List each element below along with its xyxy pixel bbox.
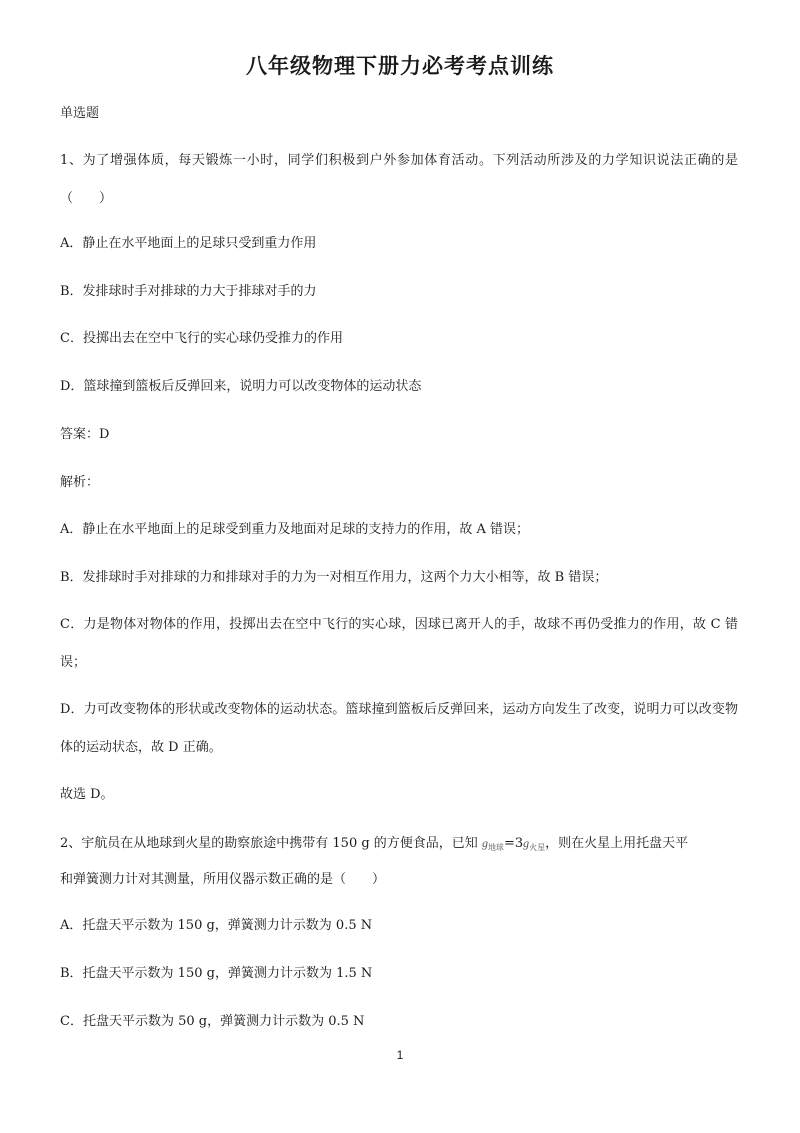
- g-subscript-earth: 地球: [487, 843, 504, 852]
- question-1-analysis-b: B．发排球时手对排球的力和排球对手的力为一对相互作用力，这两个力大小相等，故 B 错误；: [60, 570, 608, 585]
- question-2-option-c: C．托盘天平示数为 50 g，弹簧测力计示数为 0.5 N: [60, 1014, 365, 1029]
- question-2-stem-line1: [60, 829, 738, 862]
- question-1-analysis-label: 解析：: [60, 475, 100, 490]
- question-2-stem-part2: ，则在火星上用托盘天平: [545, 836, 689, 851]
- g-symbol-mars: g: [523, 836, 530, 850]
- question-1-analysis-a: A．静止在水平地面上的足球受到重力及地面对足球的支持力的作用，故 A 错误；: [60, 522, 530, 537]
- question-1-stem: 1、为了增强体质，每天锻炼一小时，同学们积极到户外参加体育活动。下列活动所涉及的力学知识说法正确的是（ ）: [60, 153, 738, 206]
- question-1-answer: 答案：D: [60, 427, 110, 442]
- page-number: 1: [396, 1048, 404, 1062]
- question-1-option-b: B．发排球时手对排球的力大于排球对手的力: [60, 284, 317, 299]
- equals-three: =3: [503, 836, 524, 851]
- document-title: 八年级物理下册力必考考点训练: [246, 53, 554, 78]
- question-2-stem-part1: 2、宇航员在从地球到火星的勘察旅途中携带有 150 g 的方便食品，已知: [60, 836, 482, 851]
- section-label: 单选题: [60, 106, 100, 121]
- question-1-option-c: C．投掷出去在空中飞行的实心球仍受推力的作用: [60, 331, 343, 346]
- question-1-analysis-c: C．力是物体对物体的作用，投掷出去在空中飞行的实心球，因球已离开人的手，故球不再仍受推力的作用，故 C 错误；: [60, 617, 738, 670]
- question-2-option-b: B．托盘天平示数为 150 g，弹簧测力计示数为 1.5 N: [60, 966, 373, 981]
- g-subscript-mars: 火星: [529, 843, 546, 852]
- question-2-option-a: A．托盘天平示数为 150 g，弹簧测力计示数为 0.5 N: [60, 918, 373, 933]
- g-symbol-earth: g: [481, 836, 488, 850]
- question-1-analysis-d: D．力可改变物体的形状或改变物体的运动状态。篮球撞到篮板后反弹回来，运动方向发生了改变，说明力可以改变物体的运动状态，故 D 正确。: [60, 702, 738, 755]
- question-1-conclusion: 故选 D。: [60, 787, 114, 802]
- question-1-option-a: A．静止在水平地面上的足球只受到重力作用: [60, 236, 317, 251]
- question-1-option-d: D．篮球撞到篮板后反弹回来，说明力可以改变物体的运动状态: [60, 379, 422, 394]
- question-2-stem-line2: 和弹簧测力计对其测量，所用仪器示数正确的是（ ）: [60, 872, 386, 887]
